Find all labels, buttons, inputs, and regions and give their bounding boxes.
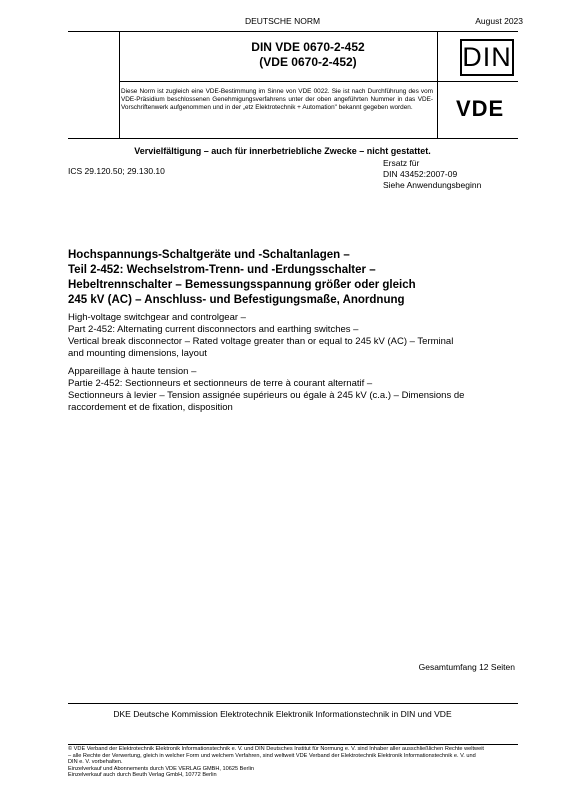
replaces-note: Siehe Anwendungsbeginn <box>383 180 482 190</box>
replaces-label: Ersatz für <box>383 158 420 168</box>
replaces-standard: DIN 43452:2007-09 <box>383 169 458 179</box>
reproduction-notice: Vervielfältigung – auch für innerbetriebliche Zwecke – nicht gestattet. <box>134 146 431 156</box>
dke-top-divider <box>68 703 518 704</box>
title-en-line: Part 2-452: Alternating current disconnectors and earthing switches – <box>68 324 359 335</box>
title-en-line: High-voltage switchgear and controlgear – <box>68 312 246 323</box>
ics-codes: ICS 29.120.50; 29.130.10 <box>68 166 165 176</box>
footer-line: Einzelverkauf und Abonnements durch VDE VERLAG GMBH, 10625 Berlin <box>68 765 254 772</box>
copyright-footer <box>68 746 528 779</box>
title-de-line: Hochspannungs-Schaltgeräte und -Schaltanlagen – <box>68 249 350 261</box>
title-english <box>68 312 513 360</box>
top-divider <box>68 31 518 32</box>
replacement-info <box>383 158 481 191</box>
dke-line: DKE Deutsche Kommission Elektrotechnik Elektronik Informationstechnik in DIN und VDE <box>113 709 452 719</box>
title-german <box>68 248 508 308</box>
footer-line: DIN e. V. vorbehalten. <box>68 759 123 766</box>
footer-line: – alle Rechte der Verwertung, gleich in welcher Form und welchem Verfahren, sind weltweit VDE Verband der Elektrotechnik Elektronik Informationstechnik e. V. und <box>68 752 476 759</box>
publication-date: August 2023 <box>475 16 523 26</box>
vde-logo: VDE <box>456 96 505 121</box>
footer-line: © VDE Verband der Elektrotechnik Elektronik Informationstechnik e. V. und DIN Deutsches Institut für Normung e. V. sind Inhaber aller ausschließlichen Rechte weltweit <box>68 746 484 752</box>
title-box-divider <box>119 81 518 82</box>
title-en-line: Vertical break disconnector – Rated voltage greater than or equal to 245 kV (AC) – Terminal <box>68 336 454 347</box>
vde-number: (VDE 0670-2-452) <box>259 55 357 69</box>
footer-line: Einzelverkauf auch durch Beuth Verlag GmbH, 10772 Berlin <box>68 772 217 779</box>
title-box-bottom <box>68 138 518 139</box>
title-fr-line: Appareillage à haute tension – <box>68 366 197 377</box>
din-logo <box>460 39 514 76</box>
vde-notice: Diese Norm ist zugleich eine VDE-Bestimmung im Sinne von VDE 0022. Sie ist nach Durchführung des vom VDE-Präsidium beschlossenen Genehmigungsverfahrens unter der oben angeführten Nummer in das VDE-Vorschriftenwerk aufgenommen und in der „etz Elektrotechnik + Automation" bekannt gegeben worden. <box>121 88 433 111</box>
title-french <box>68 366 513 414</box>
title-de-line: Teil 2-452: Wechselstrom-Trenn- und -Erdungsschalter – <box>68 264 376 276</box>
title-fr-line: Partie 2-452: Sectionneurs et sectionneurs de terre à courant alternatif – <box>68 378 373 389</box>
document-type: DEUTSCHE NORM <box>244 16 321 26</box>
din-number: DIN VDE 0670-2-452 <box>251 40 365 54</box>
standard-number <box>188 40 428 70</box>
title-en-line: and mounting dimensions, layout <box>68 348 207 359</box>
title-de-line: Hebeltrennschalter – Bemessungsspannung größer oder gleich <box>68 279 416 291</box>
dke-bottom-divider <box>68 744 518 745</box>
title-box-right-border <box>437 31 438 139</box>
title-fr-line: Sectionneurs à levier – Tension assignée supérieurs ou égale à 245 kV (c.a.) – Dimensions de <box>68 390 465 401</box>
total-pages: Gesamtumfang 12 Seiten <box>418 662 515 672</box>
din-logo-text: DIN <box>462 42 512 72</box>
title-de-line: 245 kV (AC) – Anschluss- und Befestigungsmaße, Anordnung <box>68 294 405 306</box>
title-fr-line: raccordement et de fixation, disposition <box>68 402 233 413</box>
title-box-left-border <box>119 31 120 139</box>
